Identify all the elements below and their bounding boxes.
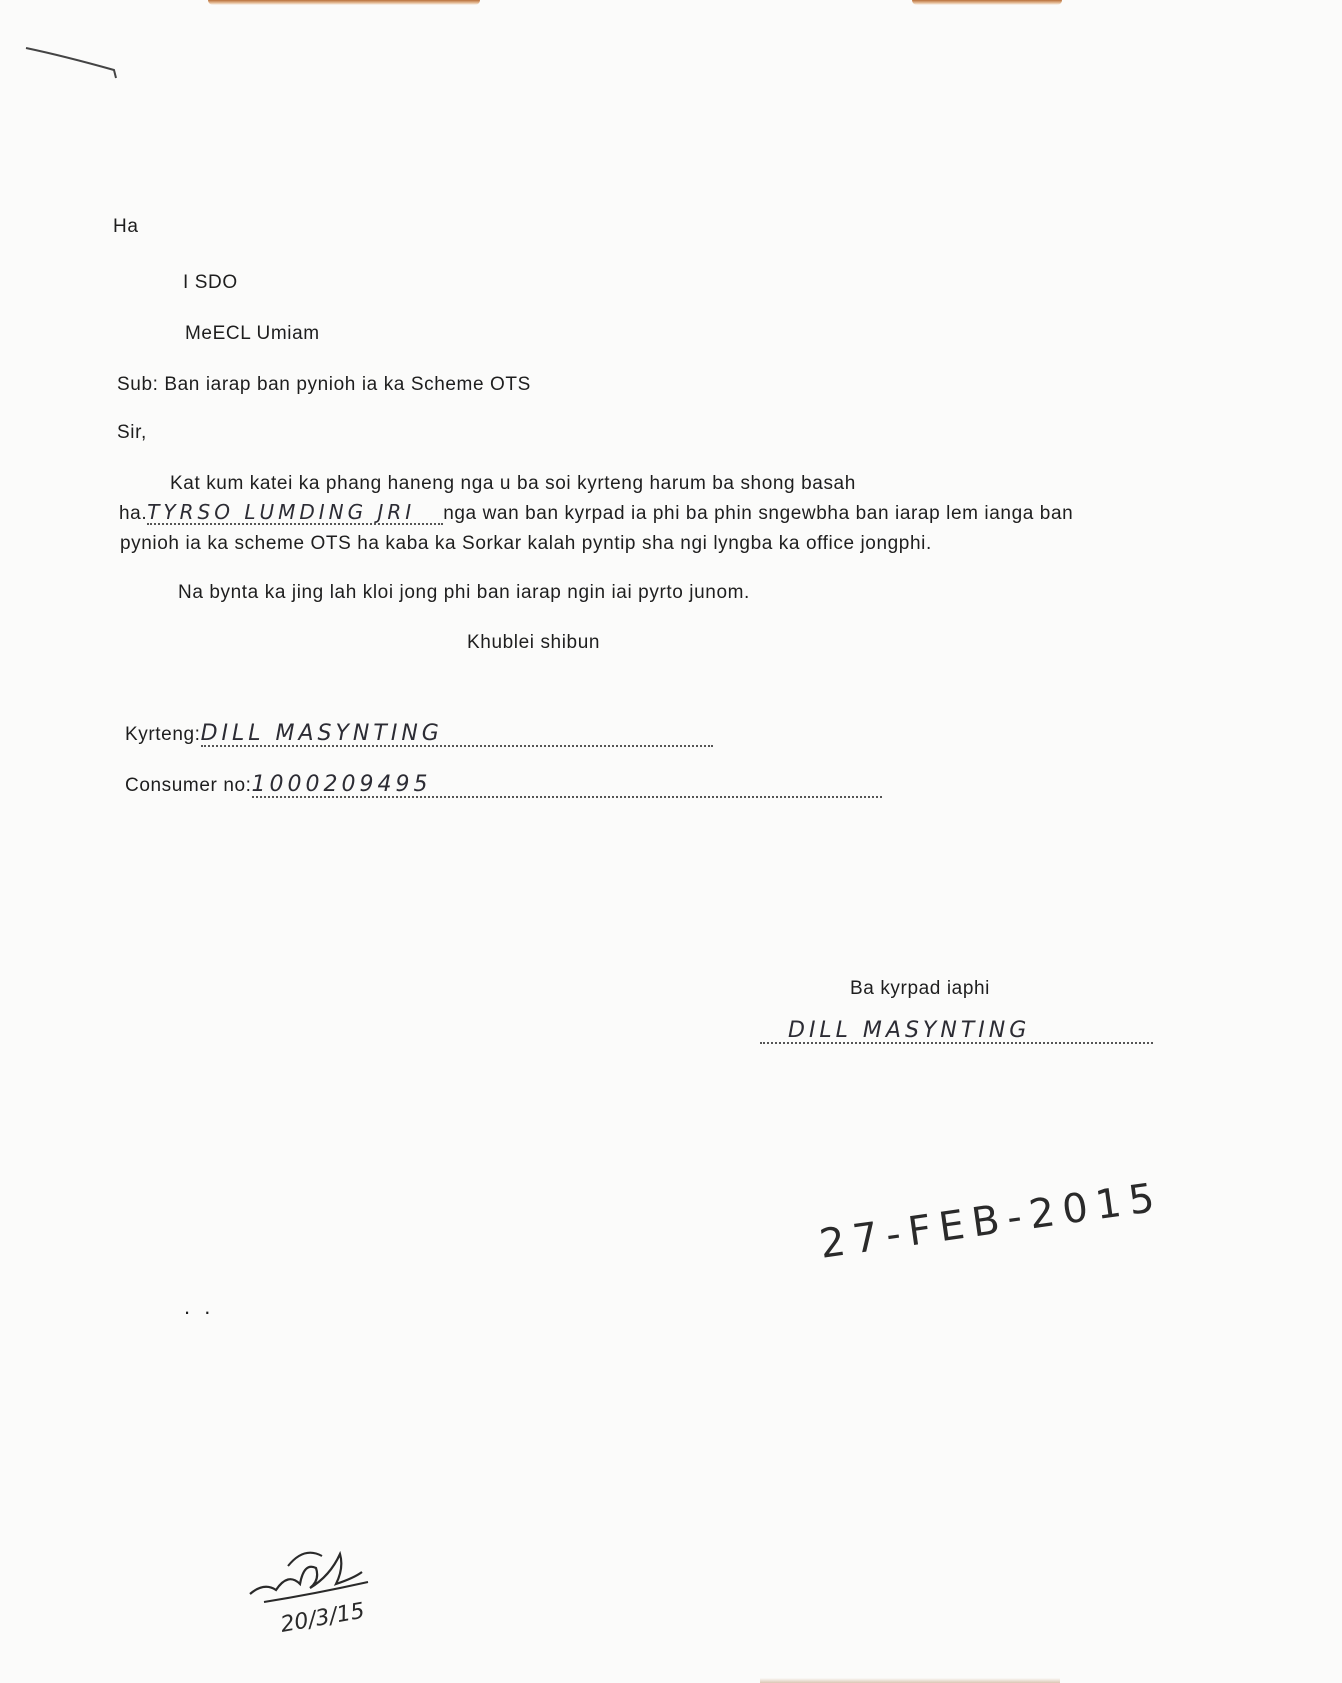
consumer-handwritten: 1000209495	[251, 772, 432, 797]
greeting: Sir,	[117, 422, 147, 443]
paragraph-1-line-3: pynioh ia ka scheme OTS ha kaba ka Sorkar kalah pyntip sha ngi lyngba ka office jongphi.	[120, 533, 932, 554]
address-handwritten: TYRSO LUMDING JRI	[147, 500, 416, 524]
initials-date: 20/3/15	[278, 1598, 367, 1638]
signature-row	[760, 1020, 1153, 1044]
subject-line: Sub: Ban iarap ban pynioh ia ka Scheme OTS	[117, 374, 531, 395]
scan-edge-top-left	[208, 0, 480, 5]
scan-edge-bottom	[760, 1678, 1060, 1683]
para1-suffix: nga wan ban kyrpad ia phi ba phin sngewbha ban iarap lem ianga ban	[443, 503, 1074, 524]
consumer-field	[252, 774, 882, 798]
pen-stroke-mark	[24, 40, 124, 80]
initials-signature	[244, 1532, 394, 1642]
signature-label: Ba kyrpad iaphi	[850, 978, 990, 999]
para1-prefix: ha.	[119, 503, 148, 524]
name-field	[201, 723, 713, 747]
name-row	[125, 723, 713, 747]
salutation-to: Ha	[113, 216, 139, 237]
name-label: Kyrteng:	[125, 724, 201, 745]
paragraph-1-line-2	[119, 502, 1073, 525]
closing: Khublei shibun	[467, 632, 601, 653]
recipient-line-2: MeECL Umiam	[185, 323, 320, 344]
consumer-label: Consumer no:	[125, 775, 252, 796]
signature-field	[760, 1020, 1153, 1044]
scan-edge-top-right	[912, 0, 1062, 5]
consumer-row	[125, 774, 882, 798]
stray-dots: . .	[184, 1294, 215, 1319]
handwritten-date: 27-FEB-2015	[816, 1174, 1166, 1268]
name-handwritten: DILL MASYNTING	[200, 721, 443, 746]
paragraph-1-line-1: Kat kum katei ka phang haneng nga u ba soi kyrteng harum ba shong basah	[170, 473, 856, 494]
address-field	[147, 502, 443, 525]
recipient-line-1: I SDO	[183, 272, 238, 293]
signature-name-handwritten: DILL MASYNTING	[788, 1018, 1031, 1043]
paragraph-2: Na bynta ka jing lah kloi jong phi ban iarap ngin iai pyrto junom.	[178, 582, 750, 603]
